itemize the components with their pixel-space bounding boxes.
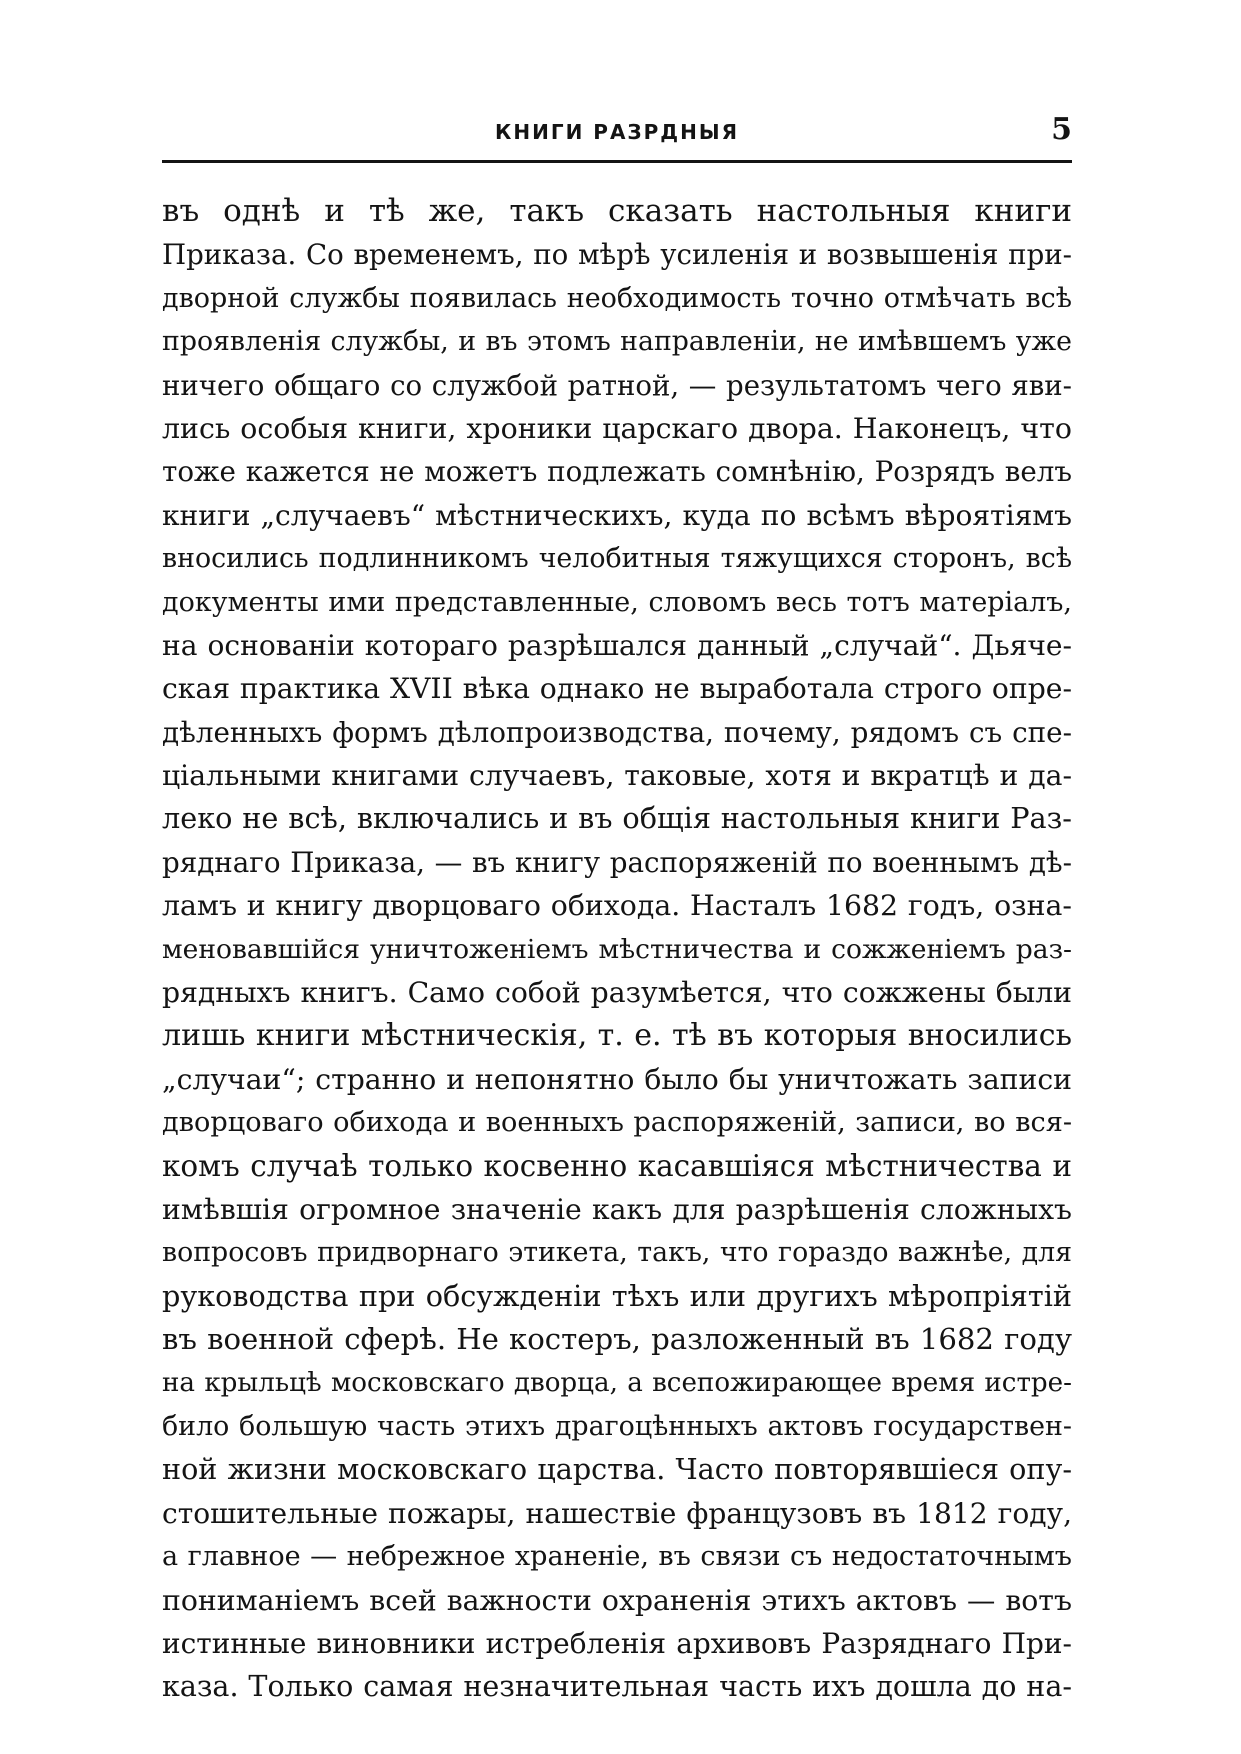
text-line: проявленія службы, и въ этомъ направленіи, не имѣвшемъ уже [162,326,1072,358]
text-line: меновавшійся уничтоженіемъ мѣстничества и сожженіемъ раз- [162,933,1072,965]
text-line: руководства при обсужденіи тѣхъ или другихъ мѣропріятій [162,1278,1072,1313]
text-line: ская практика XVII вѣка однако не выработала строго опре- [162,672,1072,706]
header-rule [162,160,1072,163]
text-line: ряднаго Приказа, — въ книгу распоряженій по военнымъ дѣ- [162,845,1072,879]
text-line: въ военной сферѣ. Не костеръ, разложенный въ 1682 году [162,1322,1072,1357]
text-line: тоже кажется не можетъ подлежать сомнѣнію, Розрядъ велъ [162,455,1072,489]
text-line: било большую часть этихъ драгоцѣнныхъ актовъ государствен- [162,1410,1072,1442]
body-text [162,190,1072,1709]
text-line: на основаніи котораго разрѣшался данный „случай“. Дьяче- [162,628,1072,662]
text-line: лишь книги мѣстническія, т. е. тѣ въ которыя вносились [162,1018,1072,1054]
text-line: Приказа. Со временемъ, по мѣрѣ усиленія и возвышенія при- [162,238,1072,272]
text-line: дѣленныхъ формъ дѣлопроизводства, почему, рядомъ съ спе- [162,715,1072,749]
text-line: имѣвшія огромное значеніе какъ для разрѣшенія сложныхъ [162,1192,1072,1226]
text-line: каза. Только самая незначительная часть ихъ дошла до на- [162,1669,1072,1704]
text-line: ламъ и книгу дворцоваго обихода. Насталъ 1682 годъ, озна- [162,889,1072,923]
text-line: леко не всѣ, включались и въ общія настольныя книги Раз- [162,801,1072,836]
text-line: пониманіемъ всей важности охраненія этихъ актовъ — вотъ [162,1583,1072,1617]
text-line: „случаи“; странно и непонятно было бы уничтожать записи [162,1062,1072,1096]
text-line: рядныхъ книгъ. Само собой разумѣется, что сожжены были [162,976,1072,1010]
text-line: ничего общаго со службой ратной, — результатомъ чего яви- [162,368,1072,402]
text-line: на крыльцѣ московскаго дворца, а всепожирающее время истре- [162,1367,1072,1398]
text-line: ціальными книгами случаевъ, таковые, хотя и вкратцѣ и да- [162,759,1072,793]
text-line: вносились подлинникомъ челобитныя тяжущихся сторонъ, всѣ [162,543,1072,575]
text-line: лись особыя книги, хроники царскаго двора. Наконецъ, что [162,411,1072,445]
text-line: въ однѣ и тѣ же, такъ сказать настольныя книги [162,193,1072,229]
text-line: стошительные пожары, нашествіе французовъ въ 1812 году, [162,1496,1072,1530]
text-line: книги „случаевъ“ мѣстническихъ, куда по всѣмъ вѣроятіямъ [162,498,1072,532]
text-line: дворцоваго обихода и военныхъ распоряженій, записи, во вся- [162,1107,1072,1139]
text-line: а главное — небрежное храненіе, въ связи съ недостаточнымъ [162,1541,1072,1573]
page-number: 5 [1051,112,1072,147]
text-line: комъ случаѣ только косвенно касавшіяся мѣстничества и [162,1148,1072,1183]
text-line: дворной службы появилась необходимость точно отмѣчать всѣ [162,282,1072,314]
text-line: документы ими представленные, словомъ весь тотъ матеріалъ, [162,586,1072,618]
running-title: КНИГИ РАЗРДНЫЯ [495,120,739,144]
running-head [162,112,1072,152]
text-line: вопросовъ придворнаго этикета, такъ, что гораздо важнѣе, для [162,1237,1072,1269]
text-line: истинные виновники истребленія архивовъ Разряднаго При- [162,1626,1072,1660]
text-line: ной жизни московскаго царства. Часто повторявшіеся опу- [162,1452,1072,1487]
